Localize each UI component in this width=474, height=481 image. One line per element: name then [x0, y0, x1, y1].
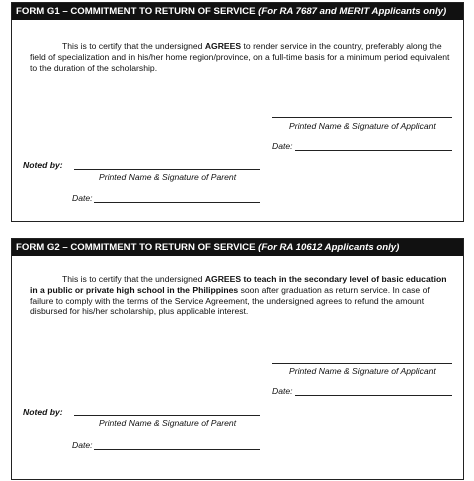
parent-date-line[interactable]	[94, 202, 260, 203]
parent-signature-line[interactable]	[74, 415, 260, 416]
applicant-date-line[interactable]	[295, 150, 452, 151]
form-g2	[11, 238, 464, 480]
applicant-date-line[interactable]	[295, 395, 452, 396]
statement-text: This is to certify that the undersigned	[62, 274, 205, 284]
statement-text: soon after graduation as return service. In case of failure to comply with the terms of the Service Agreement, the undersigned agrees to refund the amount disbursed for his/her scholarship, plus applicable interest.	[30, 284, 430, 317]
form-g2-statement	[30, 274, 452, 317]
statement-bold: AGREES to teach in the secondary level of basic education in a public or private high school in the Philippines	[30, 274, 447, 295]
applicant-signature-line[interactable]	[272, 363, 452, 364]
form-g1	[11, 2, 464, 222]
statement-text: This is to certify that the undersigned	[62, 41, 205, 51]
form-g1-statement	[30, 41, 452, 73]
form-g1-title: FORM G1 – COMMITMENT TO RETURN OF SERVICE	[16, 6, 259, 17]
parent-signature-line[interactable]	[74, 169, 260, 170]
form-g2-title-note: (For RA 10612 Applicants only)	[258, 242, 400, 253]
noted-by-label: Noted by:	[23, 160, 63, 170]
parent-date-label: Date:	[72, 440, 93, 450]
applicant-signature-line[interactable]	[272, 117, 452, 118]
applicant-signature-caption: Printed Name & Signature of Applicant	[289, 366, 436, 376]
parent-signature-caption: Printed Name & Signature of Parent	[99, 172, 237, 182]
parent-signature-caption: Printed Name & Signature of Parent	[99, 418, 237, 428]
noted-by-label: Noted by:	[23, 407, 63, 417]
parent-date-label: Date:	[72, 193, 93, 203]
statement-bold: AGREES	[204, 41, 242, 51]
form-g1-title-note: (For RA 7687 and MERIT Applicants only)	[258, 6, 447, 17]
applicant-date-label: Date:	[272, 141, 293, 151]
parent-date-line[interactable]	[94, 449, 260, 450]
form-g1-header	[12, 3, 463, 20]
statement-text: to render service in the country, preferably along the field of specialization and in his/her home region/province, on a full-time basis for a minimum period equivalent to the duration of the scholarship.	[30, 41, 450, 73]
form-g2-header	[12, 239, 463, 256]
applicant-date-label: Date:	[272, 386, 293, 396]
applicant-signature-caption: Printed Name & Signature of Applicant	[289, 121, 436, 131]
form-g2-title: FORM G2 – COMMITMENT TO RETURN OF SERVICE	[16, 242, 259, 253]
